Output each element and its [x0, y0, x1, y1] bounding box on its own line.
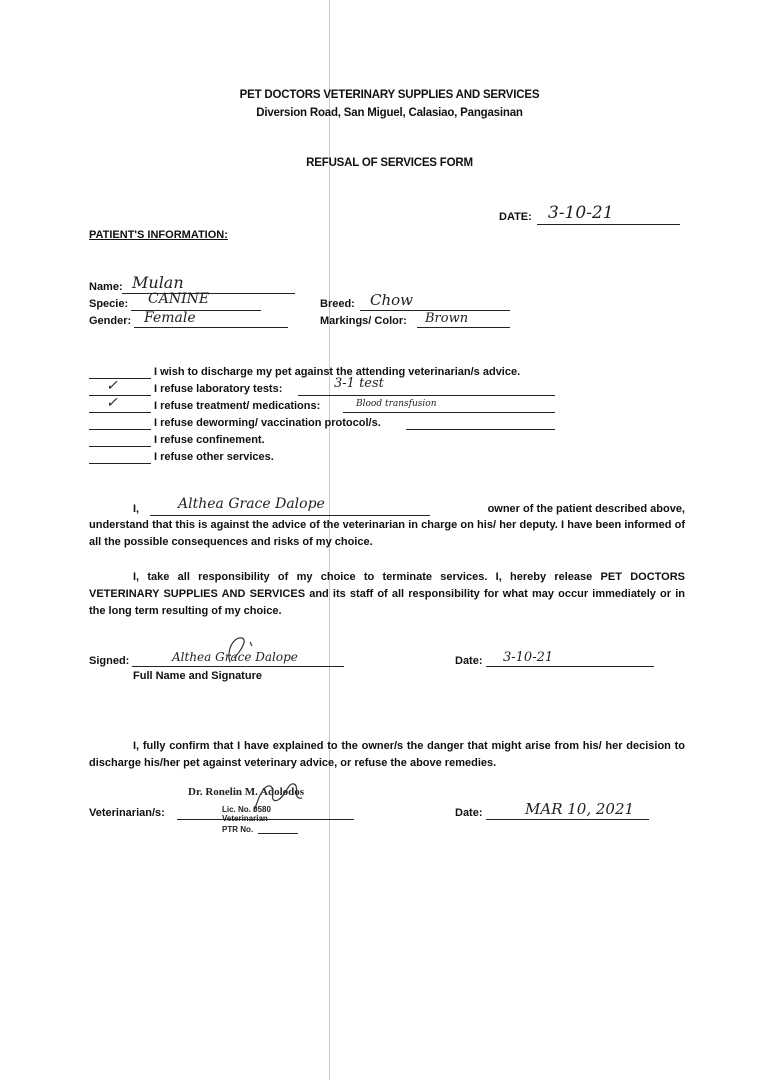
name-value: Mulan — [132, 273, 184, 292]
vet-ptr-line — [258, 833, 298, 834]
refusal-text-3: I refuse treatment/ medications: — [154, 400, 321, 412]
refusal-blank-5[interactable] — [89, 446, 151, 447]
refusal-text-1: I wish to discharge my pet against the attending veterinarian/s advice. — [154, 366, 521, 378]
specie-value: CANINE — [148, 291, 210, 307]
vet-stamp-title: Veterinarian — [222, 814, 268, 823]
breed-label: Breed: — [320, 298, 355, 310]
signature-date-line[interactable] — [486, 666, 654, 667]
vet-confirm-paragraph: I, fully confirm that I have explained to the owner/s the danger that might arise from his/ her decision to discharge his/her pet against veterinary advice, or refuse the above remedies. — [89, 740, 685, 769]
refusal-blank-1[interactable] — [89, 378, 151, 379]
refusal-check-2: ✓ — [106, 378, 118, 394]
vet-signature-mark — [248, 778, 308, 818]
veterinarian-label: Veterinarian/s: — [89, 807, 165, 819]
gender-value: Female — [144, 310, 196, 326]
statement-paragraph-2: I, take all responsibility of my choice to terminate services. I, hereby release PET DOCTORS VETERINARY SUPPLIES AND SERVICES and its staff of all responsibility for what may occur immediately or in the long term resulting of my choice. — [89, 571, 685, 617]
gender-line — [134, 327, 288, 328]
signed-line[interactable] — [132, 666, 344, 667]
markings-line — [417, 327, 510, 328]
vet-stamp-name: Dr. Ronelin M. Adolodos — [188, 786, 305, 798]
owner-tail: owner of the patient described above, — [487, 503, 685, 515]
markings-label: Markings/ Color: — [320, 315, 407, 327]
vet-date-label: Date: — [455, 807, 483, 819]
company-address: Diversion Road, San Miguel, Calasiao, Pangasinan — [256, 107, 523, 119]
vet-date-line[interactable] — [486, 819, 649, 820]
patient-section-title: PATIENT'S INFORMATION: — [89, 229, 228, 241]
markings-value: Brown — [425, 311, 469, 326]
vet-stamp-license: Lic. No. 0580 — [222, 805, 271, 814]
refusal-text-4: I refuse deworming/ vaccination protocol/s. — [154, 417, 381, 429]
form-title: REFUSAL OF SERVICES FORM — [306, 157, 473, 169]
specie-label: Specie: — [89, 298, 129, 310]
refusal-detail-line-4 — [406, 429, 555, 430]
name-label: Name: — [89, 281, 123, 293]
refusal-text-2: I refuse laboratory tests: — [154, 383, 283, 395]
gender-label: Gender: — [89, 315, 132, 327]
top-date-value: 3-10-21 — [548, 203, 614, 223]
refusal-blank-6[interactable] — [89, 463, 151, 464]
vet-stamp-ptr: PTR No. — [222, 825, 254, 834]
top-date-label: DATE: — [499, 211, 532, 223]
company-name: PET DOCTORS VETERINARY SUPPLIES AND SERVICES — [239, 89, 540, 101]
refusal-check-3: ✓ — [106, 395, 118, 411]
breed-value: Chow — [370, 291, 414, 309]
signature-caption: Full Name and Signature — [133, 670, 262, 682]
refusal-blank-2[interactable] — [89, 395, 151, 396]
refusal-text-6: I refuse other services. — [154, 451, 274, 463]
top-date-line — [537, 224, 680, 225]
statement-i-label: I, — [133, 503, 140, 515]
refusal-text-5: I refuse confinement. — [154, 434, 265, 446]
signed-label: Signed: — [89, 655, 130, 667]
refusal-detail-line-2 — [298, 395, 555, 396]
owner-name-line — [150, 515, 430, 516]
signed-value: Althea Grace Dalope — [172, 650, 298, 664]
owner-name: Althea Grace Dalope — [178, 496, 325, 512]
refusal-blank-4[interactable] — [89, 429, 151, 430]
refusal-detail-2: 3-1 test — [334, 376, 384, 391]
vet-date-value: MAR 10, 2021 — [525, 800, 635, 818]
signature-date-label: Date: — [455, 655, 483, 667]
refusal-detail-line-3 — [343, 412, 555, 413]
signature-date-value: 3-10-21 — [503, 650, 554, 665]
statement-paragraph-1: understand that this is against the advice of the veterinarian in charge on his/ her deputy. I have been informed of all the possible consequences and risks of my choice. — [89, 519, 685, 548]
refusal-blank-3[interactable] — [89, 412, 151, 413]
refusal-detail-3: Blood transfusion — [356, 399, 437, 409]
